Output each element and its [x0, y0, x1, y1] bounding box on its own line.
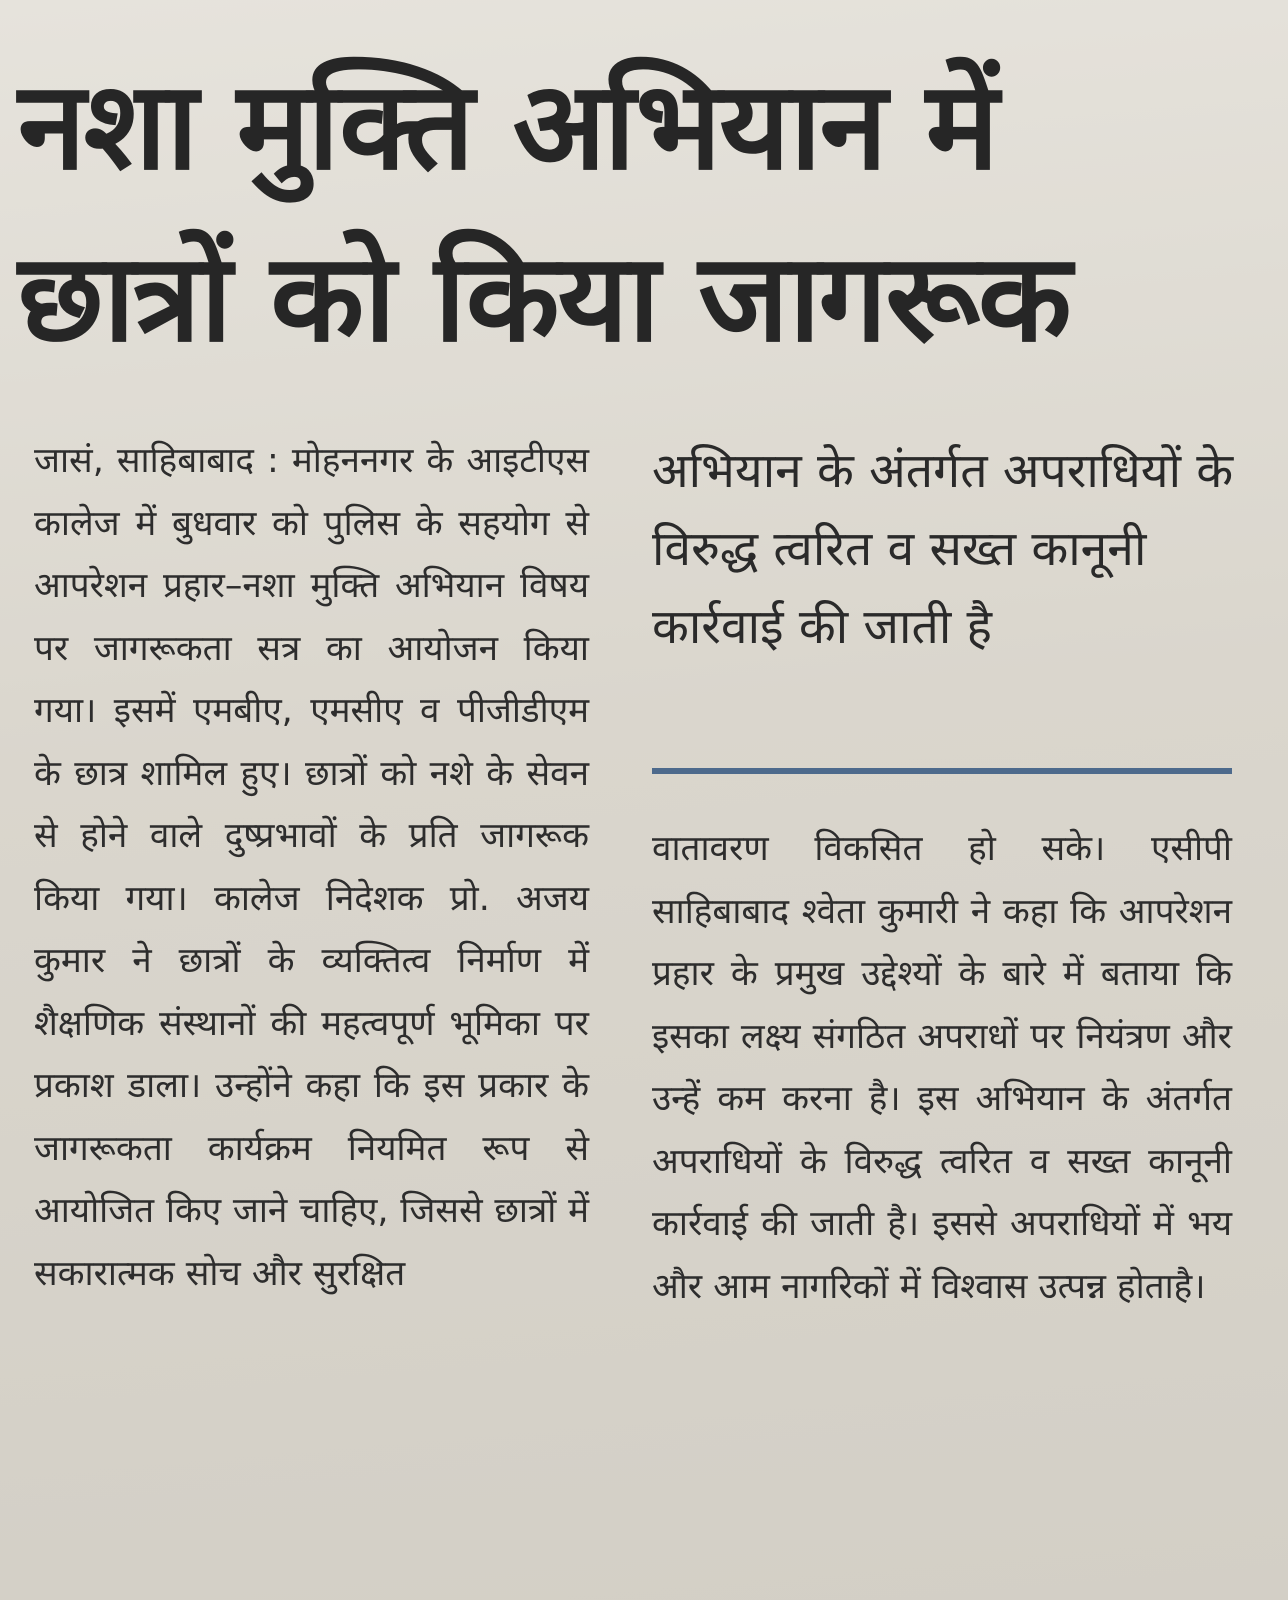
pull-quote — [652, 432, 1252, 666]
article-body-right: वातावरण विकसित हो सके। एसीपी साहिबाबाद श्वेता कुमारी ने कहा कि आपरेशन प्रहार के प्रमुख उद्देश्यों के बारे में बताया कि इसका लक्ष्य संगठित अपराधों पर नियंत्रण और उन्हें कम करना है। इस अभियान के अंतर्गत अपराधियों के विरुद्ध त्वरित व सख्त कानूनी कार्रवाई की जाती है। इससे अपराधियों में भय और आम नागरिकों में विश्वास उत्पन्न होताहै। — [652, 829, 1232, 1307]
headline-line-2: छात्रों को किया जागरूक — [18, 227, 1070, 369]
divider-rule — [652, 768, 1232, 774]
headline — [18, 40, 1268, 384]
article-body-left: जासं, साहिबाबाद : मोहननगर के आइटीएस कालेज में बुधवार को पुलिस के सहयोग से आपरेशन प्रहार–नशा मुक्ति अभियान विषय पर जागरूकता सत्र का आयोजन किया गया। इसमें एमबीए, एमसीए व पीजीडीएम के छात्र शामिल हुए। छात्रों को नशे के सेवन से होने वाले दुष्प्रभावों के प्रति जागरूक किया गया। कालेज निदेशक प्रो. अजय कुमार ने छात्रों के व्यक्तित्व निर्माण में शैक्षणिक संस्थानों की महत्वपूर्ण भूमिका पर प्रकाश डाला। उन्होंने कहा कि इस प्रकार के जागरूकता कार्यक्रम नियमित रूप से आयोजित किए जाने चाहिए, जिससे छात्रों में सकारात्मक सोच और सुरक्षित — [34, 441, 589, 1294]
pull-quote-text: अभियान के अंतर्गत अपराधियों के विरुद्ध त्वरित व सख्त कानूनी कार्रवाई की जाती है — [652, 443, 1234, 655]
headline-line-1: नशा मुक्ति अभियान में — [18, 55, 997, 197]
article-column-left — [34, 430, 589, 1305]
article-column-right — [652, 818, 1232, 1318]
